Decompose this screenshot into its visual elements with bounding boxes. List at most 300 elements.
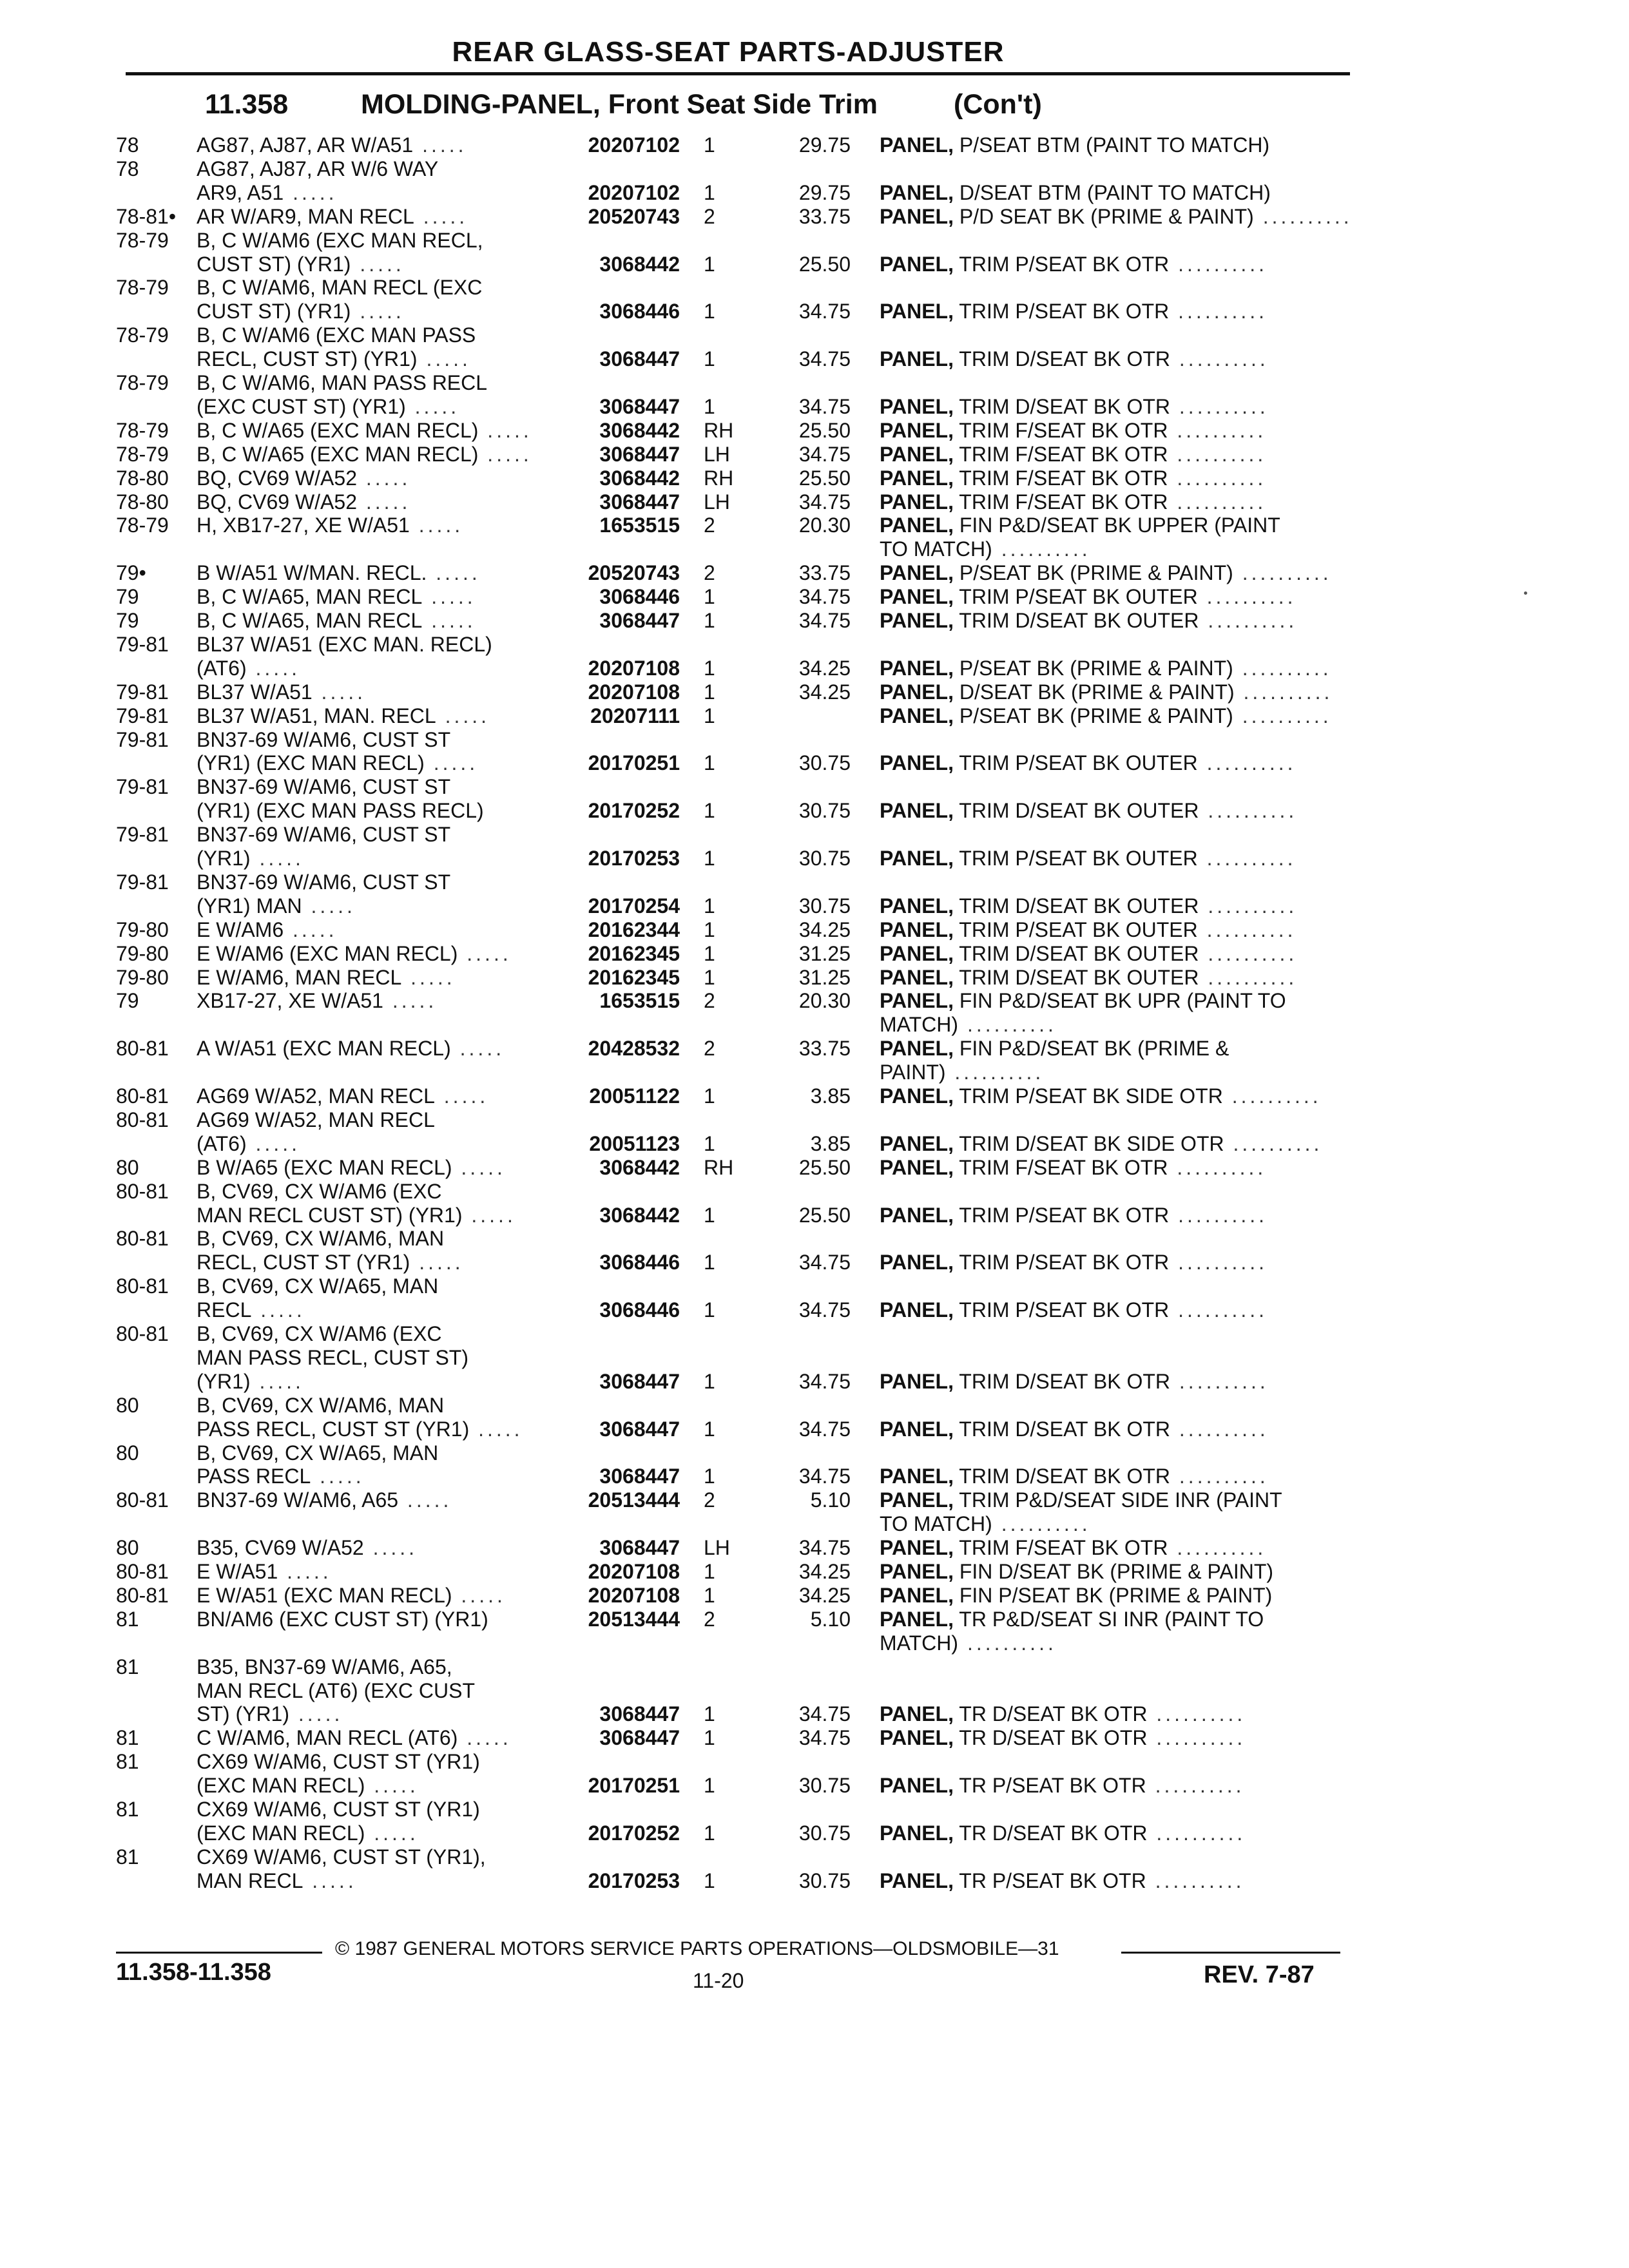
- model-year: 80-81: [116, 1322, 169, 1345]
- model-application: B W/A65 (EXC MAN RECL) .....: [197, 1155, 506, 1179]
- table-row: [0, 1796, 1629, 1822]
- description-text: TRIM D/SEAT BK OUTER: [959, 894, 1199, 918]
- quantity: 1: [704, 394, 715, 418]
- leader-dots: ..........: [992, 537, 1091, 561]
- footer-rule-left: [116, 1952, 322, 1954]
- description: [880, 1035, 1229, 1061]
- description-label: PANEL,: [880, 1583, 954, 1607]
- leader-dots: ..........: [1199, 609, 1298, 632]
- model-year: 79-80: [116, 941, 169, 965]
- description-text: TR D/SEAT BK OTR: [959, 1702, 1148, 1726]
- quantity: 1: [704, 704, 715, 727]
- description-text: TR P/SEAT BK OTR: [959, 1774, 1146, 1798]
- price: 30.75: [798, 1774, 851, 1798]
- description-label: PANEL,: [880, 680, 954, 704]
- table-row: [0, 1225, 1629, 1251]
- leader-dots: .....: [452, 1155, 506, 1179]
- price: 34.75: [798, 1417, 851, 1441]
- model-application: (EXC MAN RECL) .....: [197, 1774, 419, 1798]
- table-row: [0, 750, 1629, 776]
- table-row: [0, 1582, 1629, 1608]
- model-application: XB17-27, XE W/A51 .....: [197, 989, 438, 1013]
- price: 33.75: [798, 204, 851, 228]
- quantity: 1: [704, 1203, 715, 1227]
- model-year: 79: [116, 609, 139, 632]
- description: [880, 1131, 1322, 1157]
- model-application: AG69 W/A52, MAN RECL: [197, 1108, 435, 1131]
- description-text: P/SEAT BK (PRIME & PAINT): [959, 656, 1233, 680]
- quantity: 1: [704, 918, 715, 941]
- leader-dots: .....: [356, 490, 411, 514]
- quantity: RH: [704, 418, 734, 442]
- model-application: MAN RECL CUST ST) (YR1) .....: [197, 1203, 516, 1227]
- leader-dots: .....: [478, 418, 532, 442]
- table-row: [0, 489, 1629, 515]
- model-year: 79-81: [116, 823, 169, 847]
- model-application: B, C W/A65, MAN RECL .....: [197, 609, 476, 632]
- description-label: PANEL,: [880, 1369, 954, 1393]
- quantity: 1: [704, 799, 715, 823]
- description-text: TR P&D/SEAT SI INR (PAINT TO: [959, 1607, 1264, 1631]
- description-label: PANEL,: [880, 300, 954, 323]
- scan-speck: [1524, 591, 1527, 595]
- part-number: 20428532: [588, 1037, 680, 1061]
- page-title: REAR GLASS-SEAT PARTS-ADJUSTER: [452, 36, 1005, 68]
- model-application: RECL, CUST ST (YR1) .....: [197, 1251, 464, 1274]
- price: 5.10: [810, 1607, 851, 1631]
- price: 33.75: [798, 561, 851, 585]
- description-text: TRIM P/SEAT BK OUTER: [959, 751, 1198, 775]
- description-label: PANEL,: [880, 704, 954, 727]
- description: [880, 608, 1297, 633]
- table-row: [0, 822, 1629, 847]
- quantity: LH: [704, 490, 730, 514]
- leader-dots: .....: [413, 133, 467, 157]
- model-application: (AT6) .....: [197, 1131, 300, 1155]
- leader-dots: ..........: [1197, 918, 1296, 941]
- leader-dots: ..........: [1170, 1465, 1269, 1488]
- description-text: TRIM D/SEAT BK OTR: [959, 394, 1171, 418]
- description-label: PANEL,: [880, 941, 954, 965]
- part-number: 20207108: [588, 1560, 680, 1583]
- model-application: B, C W/A65 (EXC MAN RECL) .....: [197, 442, 532, 466]
- table-row: [0, 1630, 1629, 1656]
- part-number: 3068447: [599, 1726, 680, 1750]
- description: [880, 917, 1296, 943]
- leader-dots: ..........: [1147, 1726, 1246, 1750]
- leader-dots: ..........: [1168, 490, 1267, 514]
- model-application: B35, BN37-69 W/AM6, A65,: [197, 1655, 452, 1678]
- part-number: 3068447: [599, 1702, 680, 1726]
- description: [880, 1487, 1282, 1513]
- price: 34.25: [798, 656, 851, 680]
- quantity: 2: [704, 514, 715, 537]
- model-application: MAN RECL .....: [197, 1869, 357, 1892]
- model-application: B W/A51 W/MAN. RECL. .....: [197, 561, 481, 585]
- quantity: 1: [704, 300, 715, 323]
- description: [880, 1202, 1268, 1228]
- leader-dots: ..........: [1169, 1298, 1268, 1322]
- model-application: MAN PASS RECL, CUST ST): [197, 1345, 468, 1369]
- table-row: [0, 1654, 1629, 1680]
- leader-dots: .....: [284, 180, 338, 204]
- leader-dots: ..........: [958, 1013, 1057, 1037]
- quantity: 1: [704, 609, 715, 632]
- description: [880, 750, 1296, 776]
- leader-dots: ..........: [1170, 394, 1269, 418]
- part-number: 20520743: [588, 561, 680, 585]
- model-application: BN37-69 W/AM6, CUST ST: [197, 870, 451, 894]
- price: 29.75: [798, 180, 851, 204]
- section-name: MOLDING-PANEL, Front Seat Side Trim: [361, 89, 878, 120]
- model-year: 81: [116, 1607, 139, 1631]
- model-application: E W/AM6 .....: [197, 918, 338, 941]
- table-row: [0, 1725, 1629, 1751]
- model-year: 80-81: [116, 1274, 169, 1298]
- quantity: RH: [704, 466, 734, 490]
- description: [880, 1511, 1091, 1537]
- description-text: P/SEAT BTM (PAINT TO MATCH): [959, 133, 1270, 157]
- part-number: 20207108: [588, 1583, 680, 1607]
- description-label: PANEL,: [880, 1251, 954, 1274]
- description-label: PANEL,: [880, 585, 954, 609]
- model-year: 81: [116, 1845, 139, 1869]
- model-application: E W/A51 .....: [197, 1560, 332, 1583]
- model-application: CX69 W/AM6, CUST ST (YR1): [197, 1798, 480, 1821]
- table-row: [0, 1345, 1629, 1370]
- price: 3.85: [810, 1131, 851, 1155]
- price: 34.75: [798, 394, 851, 418]
- leader-dots: ..........: [1168, 1155, 1267, 1179]
- table-row: [0, 1369, 1629, 1394]
- model-year: 80-81: [116, 1037, 169, 1061]
- model-application: BQ, CV69 W/A52 .....: [197, 466, 411, 490]
- part-number: 20051122: [589, 1084, 680, 1108]
- model-year: 80-81: [116, 1227, 169, 1251]
- part-number: 3068447: [599, 1417, 680, 1441]
- price: 34.25: [798, 1560, 851, 1583]
- description-label: PANEL,: [880, 1560, 954, 1583]
- description-text: TRIM D/SEAT BK OTR: [959, 347, 1171, 371]
- table-row: [0, 1535, 1629, 1561]
- table-row: [0, 322, 1629, 348]
- part-number: 20170253: [588, 847, 680, 870]
- description-text: TRIM D/SEAT BK OUTER: [959, 609, 1199, 632]
- quantity: 2: [704, 1037, 715, 1061]
- leader-dots: .....: [398, 1488, 452, 1512]
- price: 25.50: [798, 418, 851, 442]
- part-number: 3068447: [599, 1465, 680, 1488]
- description: [880, 536, 1091, 562]
- model-year: 78-79: [116, 418, 169, 442]
- table-row: [0, 965, 1629, 990]
- description: [880, 1701, 1246, 1727]
- description: [880, 988, 1286, 1014]
- description-text: TRIM P/SEAT BK OTR: [959, 1298, 1170, 1322]
- model-application: B, CV69, CX W/AM6, MAN: [197, 1227, 445, 1251]
- part-number: 20207111: [590, 704, 680, 727]
- description-label: PANEL,: [880, 799, 954, 823]
- table-row: [0, 631, 1629, 657]
- leader-dots: .....: [436, 704, 490, 727]
- leader-dots: .....: [302, 894, 356, 918]
- description-text: TRIM P/SEAT BK OUTER: [959, 585, 1198, 609]
- model-year: 78: [116, 157, 139, 180]
- description-text: TRIM D/SEAT BK OTR: [959, 1417, 1171, 1441]
- description-label: PANEL,: [880, 1084, 954, 1108]
- table-row: [0, 465, 1629, 491]
- description: [880, 1249, 1268, 1275]
- table-row: [0, 774, 1629, 800]
- leader-dots: ..........: [1170, 1417, 1269, 1441]
- description: [880, 679, 1333, 705]
- description-label: PANEL,: [880, 180, 954, 204]
- description-label: PANEL,: [880, 1869, 954, 1892]
- quantity: 1: [704, 1821, 715, 1845]
- description-text: TRIM D/SEAT BK OUTER: [959, 965, 1199, 989]
- quantity: RH: [704, 1155, 734, 1179]
- price: 25.50: [798, 1155, 851, 1179]
- table-row: [0, 727, 1629, 753]
- description: [880, 1083, 1322, 1109]
- description: [880, 1059, 1044, 1085]
- description-text: TRIM F/SEAT BK OTR: [959, 442, 1168, 466]
- description: [880, 1606, 1264, 1632]
- table-row: [0, 1273, 1629, 1299]
- table-row: [0, 869, 1629, 895]
- leader-dots: ..........: [1199, 799, 1298, 823]
- description-label: PANEL,: [880, 418, 954, 442]
- leader-dots: .....: [278, 1560, 332, 1583]
- price: 34.75: [798, 1298, 851, 1322]
- description: [880, 465, 1266, 491]
- model-application: (YR1) MAN .....: [197, 894, 356, 918]
- leader-dots: ..........: [1233, 561, 1332, 585]
- description-label: PANEL,: [880, 514, 954, 537]
- description-label: PANEL,: [880, 490, 954, 514]
- price: 34.25: [798, 680, 851, 704]
- description-text: TR D/SEAT BK OTR: [959, 1821, 1148, 1845]
- quantity: 2: [704, 1607, 715, 1631]
- description-text: TRIM D/SEAT BK OUTER: [959, 799, 1199, 823]
- model-application: BN/AM6 (EXC CUST ST) (YR1): [197, 1607, 488, 1631]
- description-label: PANEL,: [880, 1203, 954, 1227]
- model-year: 81: [116, 1798, 139, 1821]
- price: 20.30: [798, 514, 851, 537]
- table-row: [0, 1059, 1629, 1085]
- table-row: [0, 1701, 1629, 1727]
- quantity: 1: [704, 133, 715, 157]
- description-text: TRIM P/SEAT BK OTR: [959, 1203, 1170, 1227]
- model-year: 79-81: [116, 870, 169, 894]
- leader-dots: .....: [462, 1203, 516, 1227]
- model-application: B35, CV69 W/A52 .....: [197, 1536, 418, 1560]
- model-year: 78-79: [116, 514, 169, 537]
- price: 34.25: [798, 1583, 851, 1607]
- table-row: [0, 1416, 1629, 1442]
- description-text: FIN D/SEAT BK (PRIME & PAINT): [959, 1560, 1274, 1583]
- part-number: 3068447: [599, 347, 680, 371]
- table-row: [0, 1463, 1629, 1489]
- model-application: CUST ST) (YR1) .....: [197, 252, 405, 276]
- model-application: (YR1) (EXC MAN PASS RECL): [197, 799, 484, 823]
- leader-dots: ..........: [1224, 1131, 1323, 1155]
- quantity: LH: [704, 1536, 730, 1560]
- part-number: 3068447: [599, 490, 680, 514]
- description-text: TRIM P/SEAT BK OTR: [959, 300, 1170, 323]
- quantity: 1: [704, 1084, 715, 1108]
- description: [880, 1155, 1266, 1180]
- description: [880, 965, 1297, 990]
- model-application: BN37-69 W/AM6, A65 .....: [197, 1488, 452, 1512]
- description-label: PANEL,: [880, 989, 954, 1013]
- part-number: 20162344: [588, 918, 680, 941]
- description-label: PANEL,: [880, 1774, 954, 1798]
- table-row: [0, 1820, 1629, 1846]
- part-number: 20162345: [588, 941, 680, 965]
- quantity: 1: [704, 1369, 715, 1393]
- model-year: 81: [116, 1750, 139, 1774]
- price: 33.75: [798, 1037, 851, 1061]
- table-row: [0, 394, 1629, 419]
- part-number: 20170251: [588, 751, 680, 775]
- part-number: 1653515: [599, 989, 680, 1013]
- part-number: 20162345: [588, 965, 680, 989]
- description: [880, 845, 1296, 871]
- description: [880, 180, 1271, 206]
- description-text: FIN P&D/SEAT BK UPR (PAINT TO: [959, 989, 1286, 1013]
- quantity: 1: [704, 1774, 715, 1798]
- description-text: MATCH): [880, 1013, 959, 1037]
- table-row: [0, 1773, 1629, 1798]
- leader-dots: .....: [422, 609, 476, 632]
- leader-dots: .....: [424, 751, 479, 775]
- price: 30.75: [798, 1821, 851, 1845]
- model-year: 78-79: [116, 276, 169, 300]
- model-year: 78-80: [116, 466, 169, 490]
- price: 30.75: [798, 751, 851, 775]
- description-text: TRIM F/SEAT BK OTR: [959, 1536, 1168, 1560]
- section-suffix: (Con't): [954, 89, 1042, 120]
- description: [880, 1773, 1245, 1798]
- model-application: E W/AM6 (EXC MAN RECL) .....: [197, 941, 512, 965]
- part-number: 20170251: [588, 1774, 680, 1798]
- leader-dots: .....: [422, 585, 476, 609]
- table-row: [0, 1178, 1629, 1204]
- leader-dots: ..........: [1222, 1084, 1322, 1108]
- leader-dots: .....: [434, 1084, 489, 1108]
- model-year: 79•: [116, 561, 146, 585]
- part-number: 3068447: [599, 394, 680, 418]
- description-label: PANEL,: [880, 965, 954, 989]
- description: [880, 703, 1332, 729]
- description-text: TRIM P/SEAT BK SIDE OTR: [959, 1084, 1223, 1108]
- description: [880, 1820, 1246, 1846]
- leader-dots: ..........: [1169, 300, 1268, 323]
- price: 31.25: [798, 965, 851, 989]
- model-application: C W/AM6, MAN RECL (AT6) .....: [197, 1726, 512, 1750]
- table-row: [0, 1440, 1629, 1466]
- description-text: TRIM P/SEAT BK OUTER: [959, 847, 1198, 870]
- price: 30.75: [798, 894, 851, 918]
- part-number: 3068442: [599, 1155, 680, 1179]
- model-application: BL37 W/A51 .....: [197, 680, 366, 704]
- description-text: TR P/SEAT BK OTR: [959, 1869, 1146, 1892]
- model-year: 80-81: [116, 1108, 169, 1131]
- leader-dots: .....: [356, 466, 411, 490]
- quantity: 1: [704, 252, 715, 276]
- leader-dots: .....: [250, 847, 304, 870]
- model-year: 79-81: [116, 704, 169, 727]
- quantity: 2: [704, 561, 715, 585]
- table-row: [0, 1202, 1629, 1228]
- leader-dots: ..........: [1169, 1203, 1268, 1227]
- table-row: [0, 251, 1629, 277]
- description-text: TO MATCH): [880, 1512, 992, 1536]
- table-row: [0, 703, 1629, 729]
- part-number: 20520743: [588, 204, 680, 228]
- description-label: PANEL,: [880, 751, 954, 775]
- table-row: [0, 512, 1629, 538]
- description-text: TRIM D/SEAT BK OTR: [959, 1369, 1171, 1393]
- leader-dots: .....: [250, 1369, 304, 1393]
- model-year: 79: [116, 989, 139, 1013]
- table-row: [0, 1249, 1629, 1275]
- table-row: [0, 1487, 1629, 1513]
- table-row: [0, 988, 1629, 1014]
- model-application: (YR1) (EXC MAN RECL) .....: [197, 751, 479, 775]
- footer-page-number: 11-20: [693, 1969, 744, 1992]
- table-row: [0, 941, 1629, 966]
- description: [880, 204, 1353, 229]
- price: 34.75: [798, 1465, 851, 1488]
- leader-dots: ..........: [1233, 704, 1332, 727]
- model-year: 79-81: [116, 727, 169, 751]
- leader-dots: ..........: [992, 1512, 1091, 1536]
- description-label: PANEL,: [880, 1037, 954, 1061]
- table-row: [0, 1749, 1629, 1774]
- model-application: AG69 W/A52, MAN RECL .....: [197, 1084, 489, 1108]
- model-year: 80: [116, 1536, 139, 1560]
- table-row: [0, 204, 1629, 229]
- model-application: B, C W/AM6, MAN RECL (EXC: [197, 276, 483, 300]
- quantity: 1: [704, 1869, 715, 1892]
- table-row: [0, 655, 1629, 681]
- quantity: 1: [704, 1131, 715, 1155]
- leader-dots: .....: [383, 989, 438, 1013]
- model-application: B, CV69, CX W/AM6, MAN: [197, 1393, 445, 1417]
- price: 3.85: [810, 1084, 851, 1108]
- model-application: B, CV69, CX W/AM6 (EXC: [197, 1322, 442, 1345]
- quantity: 1: [704, 585, 715, 609]
- leader-dots: ..........: [1147, 1702, 1246, 1726]
- description-label: PANEL,: [880, 347, 954, 371]
- part-number: 3068447: [599, 1369, 680, 1393]
- table-row: [0, 536, 1629, 562]
- part-number: 20170252: [588, 799, 680, 823]
- leader-dots: .....: [365, 1821, 419, 1845]
- description-text: P/SEAT BK (PRIME & PAINT): [959, 561, 1233, 585]
- table-row: [0, 1321, 1629, 1347]
- quantity: 2: [704, 989, 715, 1013]
- model-year: 79: [116, 585, 139, 609]
- section-number: 11.358: [205, 89, 289, 120]
- price: 34.75: [798, 347, 851, 371]
- part-number: 1653515: [599, 514, 680, 537]
- table-row: [0, 1606, 1629, 1632]
- part-number: 3068442: [599, 1203, 680, 1227]
- model-year: 81: [116, 1655, 139, 1678]
